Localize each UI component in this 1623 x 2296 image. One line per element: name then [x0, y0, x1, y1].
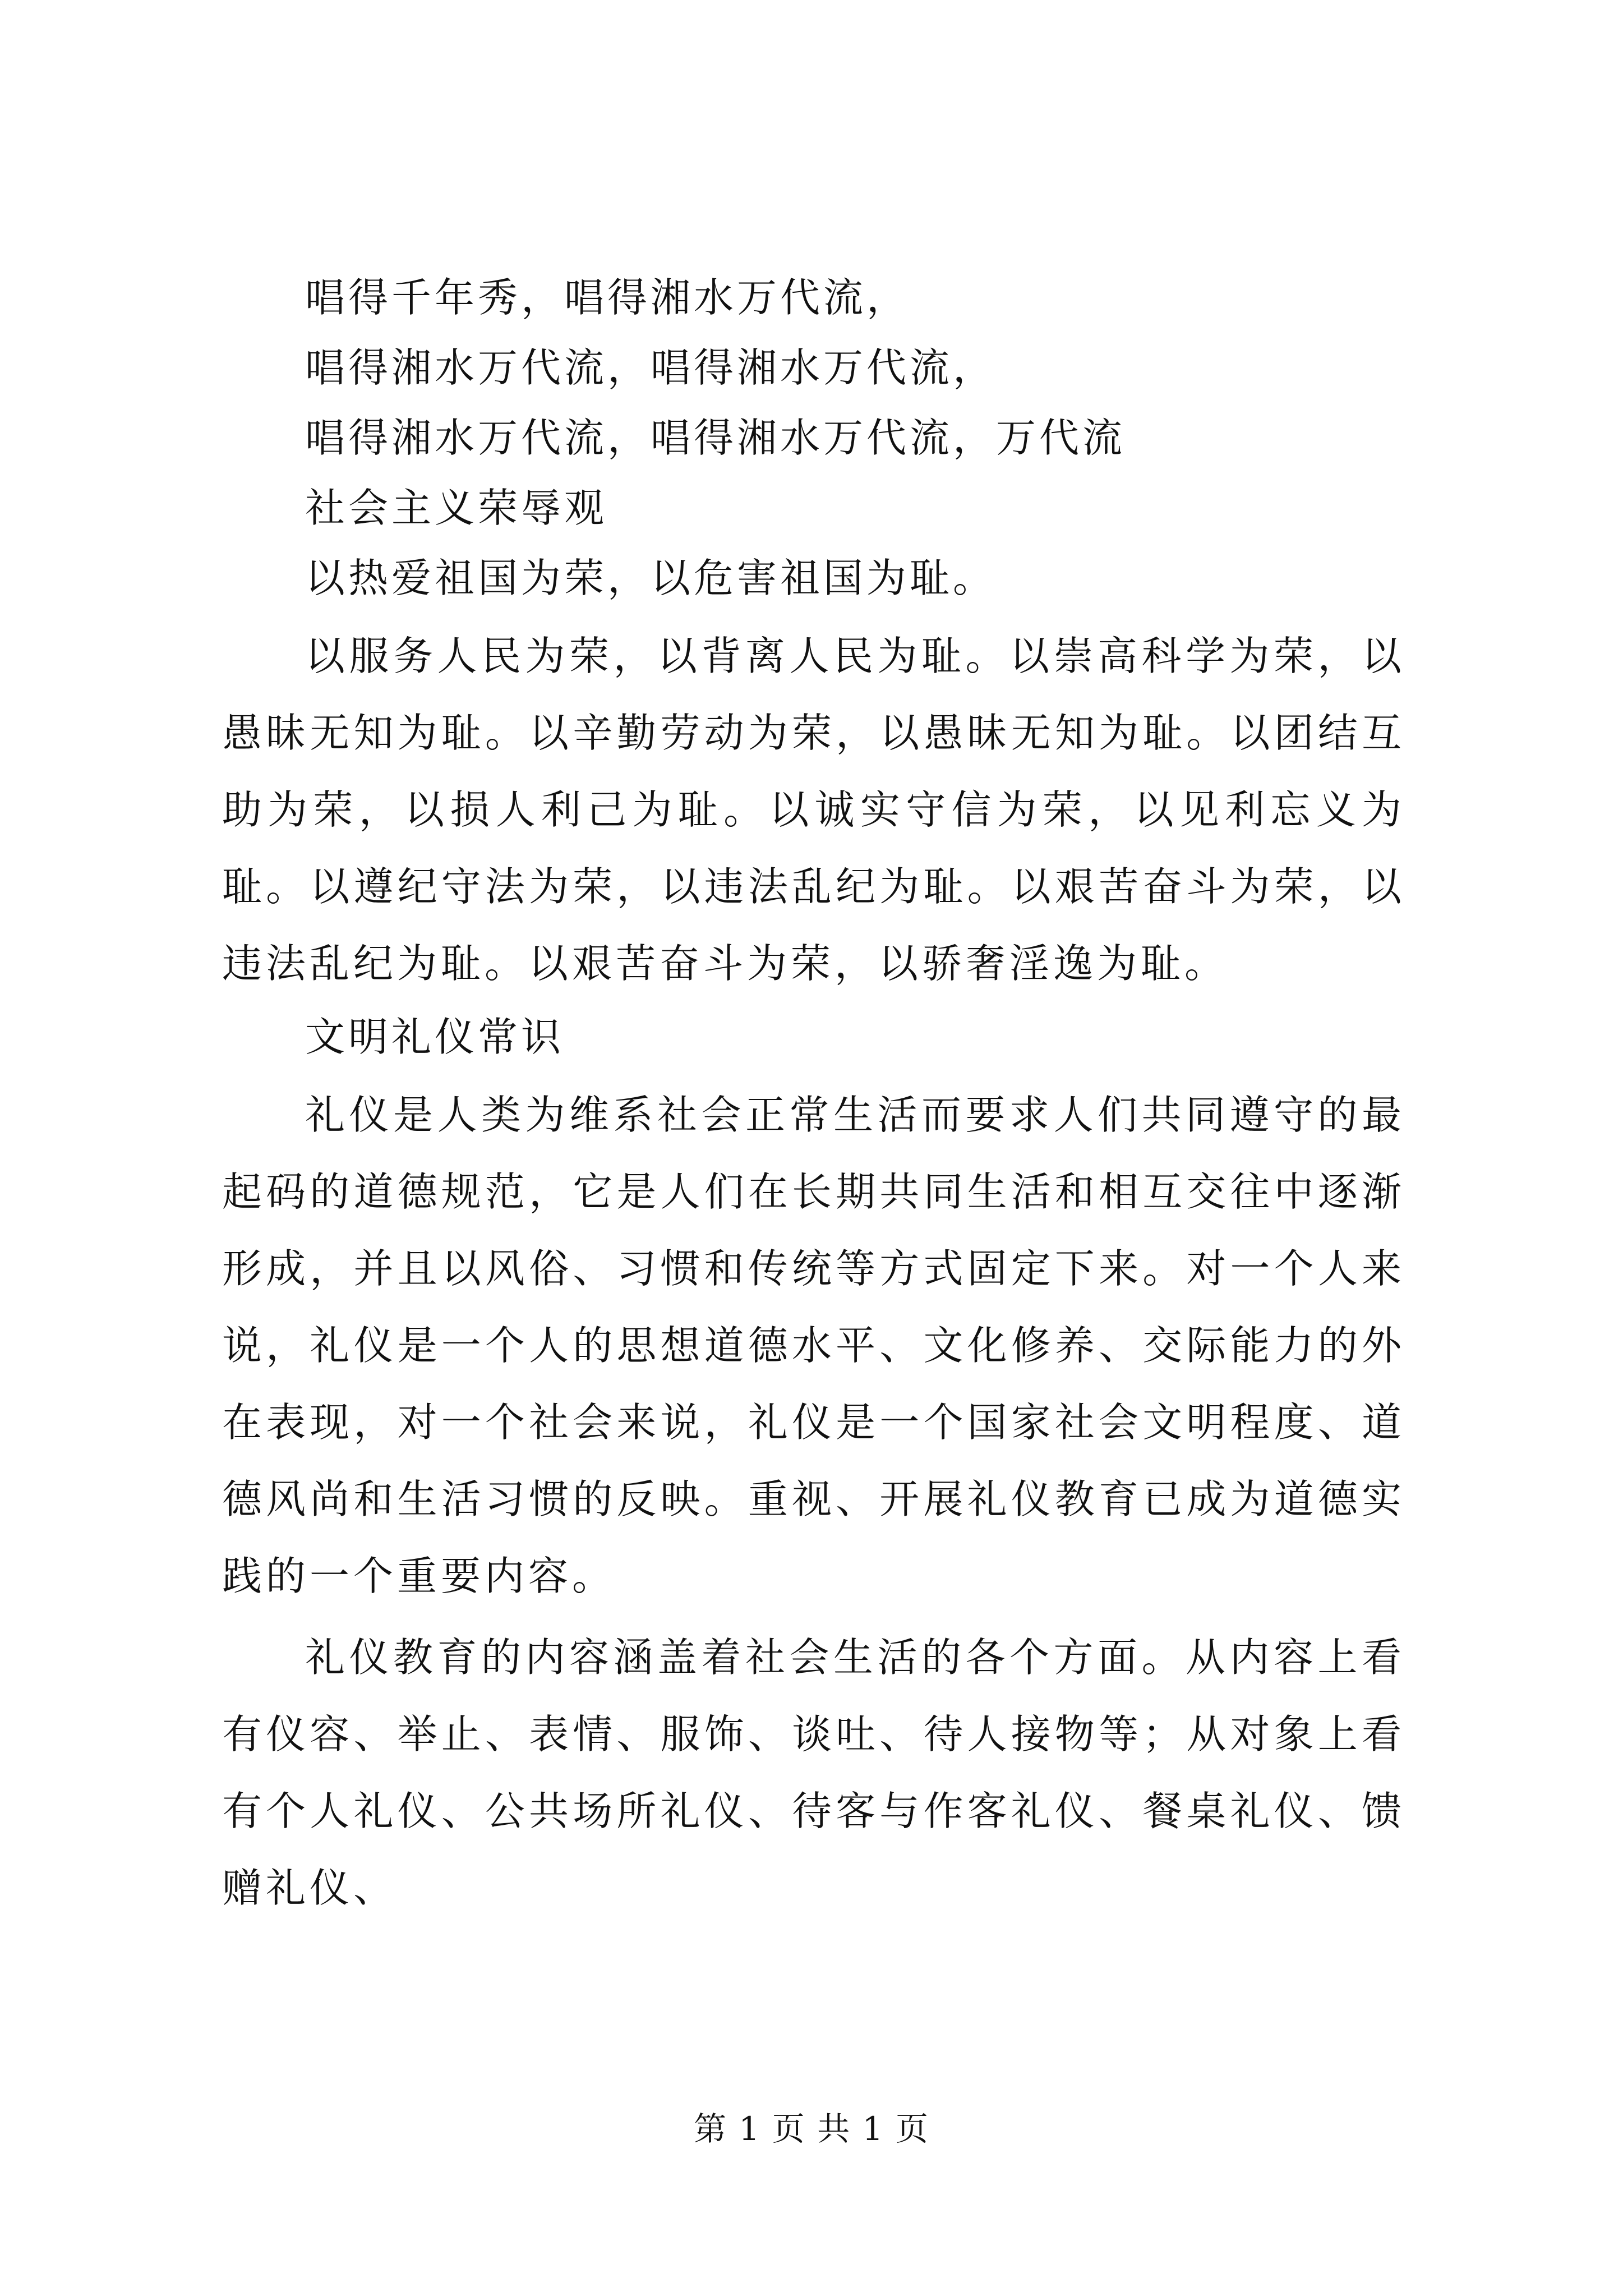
- etiquette-paragraph-1: 礼仪是人类为维系社会正常生活而要求人们共同遵守的最起码的道德规范，它是人们在长期共同生活和相互交往中逐渐形成，并且以风俗、习惯和传统等方式固定下来。对一个人来说，礼仪是一个人的思想道德水平、文化修养、交际能力的外在表现，对一个社会来说，礼仪是一个国家社会文明程度、道德风尚和生活习惯的反映。重视、开展礼仪教育已成为道德实践的一个重要内容。: [222, 1092, 1405, 1599]
- lyric-line-1: 唱得千年秀，唱得湘水万代流，: [305, 274, 910, 321]
- etiquette-paragraph-2: 礼仪教育的内容涵盖着社会生活的各个方面。从内容上看有仪容、举止、表情、服饰、谈吐、待人接物等；从对象上看有个人礼仪、公共场所礼仪、待客与作客礼仪、餐桌礼仪、馈赠礼仪、: [222, 1634, 1405, 1911]
- page-footer: 第 1 页 共 1 页: [694, 2110, 929, 2148]
- honor-paragraph: 以服务人民为荣，以背离人民为耻。以崇高科学为荣，以愚昧无知为耻。以辛勤劳动为荣，以愚昧无知为耻。以团结互助为荣，以损人利己为耻。以诚实守信为荣，以见利忘义为耻。以遵纪守法为荣，以违法乱纪为耻。以艰苦奋斗为荣，以违法乱纪为耻。以艰苦奋斗为荣，以骄奢淫逸为耻。: [222, 633, 1405, 987]
- section-title-honor-disgrace: 社会主义荣辱观: [305, 485, 608, 531]
- section-title-etiquette: 文明礼仪常识: [305, 1014, 565, 1060]
- lyric-line-3: 唱得湘水万代流，唱得湘水万代流，万代流: [305, 415, 1126, 461]
- honor-line-1: 以热爱祖国为荣，以危害祖国为耻。: [305, 555, 997, 601]
- lyric-line-2: 唱得湘水万代流，唱得湘水万代流，: [305, 344, 997, 391]
- document-body: [222, 263, 1405, 1926]
